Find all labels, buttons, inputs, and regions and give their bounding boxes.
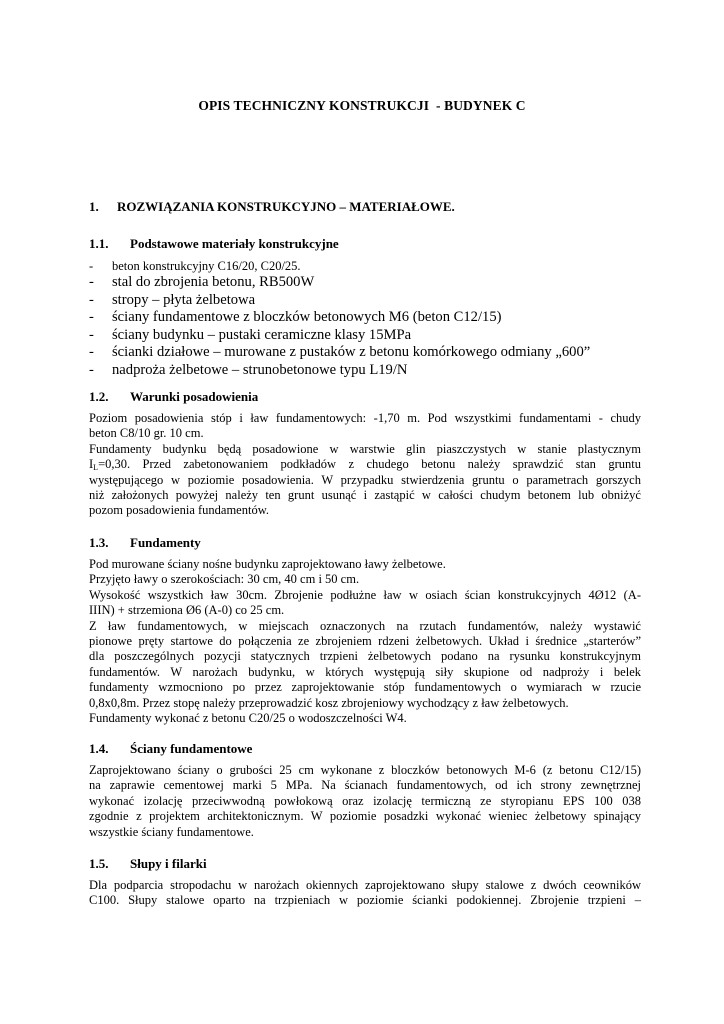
section-1-2-title: Warunki posadowienia bbox=[130, 389, 259, 404]
list-item: - ściany budynku – pustaki ceramiczne klasy 15MPa bbox=[89, 326, 412, 343]
text-line: Z ław fundamentowych, w miejscach oznaczonych na rzutach fundamentów, należy wystawić bbox=[89, 618, 641, 633]
list-item: - nadproża żelbetowe – strunobetonowe typu L19/N bbox=[89, 361, 408, 378]
text-line: Fundamenty wykonać z betonu C20/25 o wodoszczelności W4. bbox=[89, 711, 407, 726]
list-item: - stal do zbrojenia betonu, RB500W bbox=[89, 274, 315, 290]
text-line: Fundamenty budynku będą posadowione w warstwie glin piaszczystych w stanie plastycznym bbox=[89, 441, 641, 456]
section-1-3-paragraph bbox=[89, 557, 641, 726]
text-line: pionowe pręty startowe do połączenia ze zbrojeniem rdzeni żelbetowych. Układ i średnice „starterów” bbox=[89, 634, 641, 649]
text-line: niż założonych powyżej należy ten grunt usunąć i zastąpić w całości chudym betonem lub obniżyć bbox=[89, 488, 641, 503]
list-item: - ścianki działowe – murowane z pustaków z betonu komórkowego odmiany „600” bbox=[89, 344, 591, 361]
text-line: występującego w poziomie posadowienia. W przypadku stwierdzenia gruntu o parametrach gorszych bbox=[89, 472, 641, 487]
text-line: Pod murowane ściany nośne budynku zaprojektowano ławy żelbetowe. bbox=[89, 557, 446, 571]
section-1-1-title: Podstawowe materiały konstrukcyjne bbox=[130, 236, 339, 251]
text-line: fundamenty wzmocniono po przez zaprojektowanie stóp fundamentowych o wymiarach w rzucie bbox=[89, 680, 641, 695]
bullet-dash: - bbox=[89, 309, 94, 326]
bullet-dash: - bbox=[89, 361, 94, 378]
section-1-5-title: Słupy i filarki bbox=[130, 856, 207, 871]
section-1-4-title: Ściany fundamentowe bbox=[130, 741, 253, 756]
bullet-dash: - bbox=[89, 259, 94, 273]
text-line: Wysokość wszystkich ław 30cm. Zbrojenie podłużne ław w osiach ścian konstrukcyjnych 4Ø12 (A- bbox=[89, 587, 641, 602]
list-item: - beton konstrukcyjny C16/20, C20/25. bbox=[89, 259, 301, 273]
text-line: wszystkie ściany fundamentowe. bbox=[89, 824, 254, 839]
section-1-5-heading bbox=[89, 856, 207, 872]
section-1-3-title: Fundamenty bbox=[130, 535, 201, 550]
section-1-2-number: 1.2. bbox=[89, 389, 109, 404]
document-title: OPIS TECHNICZNY KONSTRUKCJI - BUDYNEK C bbox=[198, 98, 526, 113]
text-line: wykonać izolację przeciwwodną powłokową oraz izolację termiczną ze styropianu EPS 100 038 bbox=[89, 793, 641, 808]
section-1-5-number: 1.5. bbox=[89, 856, 109, 871]
list-item: - ściany fundamentowe z bloczków betonowych M6 (beton C12/15) bbox=[89, 309, 502, 326]
list-item: - stropy – płyta żelbetowa bbox=[89, 291, 256, 308]
bullet-dash: - bbox=[89, 274, 94, 290]
section-1-3-heading bbox=[89, 535, 201, 551]
text-line: beton C8/10 gr. 10 cm. bbox=[89, 426, 204, 441]
section-1-4-number: 1.4. bbox=[89, 741, 109, 756]
text-line: Poziom posadowienia stóp i ław fundamentowych: -1,70 m. Pod wszystkimi fundamentami - chudy bbox=[89, 411, 641, 425]
bullet-dash: - bbox=[89, 291, 94, 308]
text-line: zgodnie z projektem architektonicznym. W poziomie posadzki wykonać wieniec żelbetowy spinający bbox=[89, 809, 641, 824]
section-1-1-number: 1.1. bbox=[89, 236, 109, 251]
text-line: Przyjęto ławy o szerokościach: 30 cm, 40 cm i 50 cm. bbox=[89, 572, 360, 587]
section-1-heading bbox=[89, 199, 455, 215]
section-1-title: ROZWIĄZANIA KONSTRUKCYJNO – MATERIAŁOWE. bbox=[117, 199, 455, 214]
text-line: Zaprojektowano ściany o grubości 25 cm wykonane z bloczków betonowych M-6 (z betonu C12/15) bbox=[89, 763, 641, 777]
section-1-2-paragraph bbox=[89, 411, 641, 519]
text-line: IIIN) + strzemiona Ø6 (A-0) co 25 cm. bbox=[89, 603, 285, 618]
section-1-3-number: 1.3. bbox=[89, 535, 109, 550]
section-1-4-heading bbox=[89, 741, 252, 757]
text-line: na zaprawie cementowej marki 5 MPa. Na ścianach fundamentowych, od ich strony zewnętrznej bbox=[89, 778, 641, 793]
text-line: dla poszczególnych pozycji statycznych trzpieni żelbetowych podano na rysunku konstrukcyjnym bbox=[89, 649, 641, 664]
text-line: 0,8x0,8m. Przez stopę należy przeprowadzić kosz zbrojeniowy wychodzący z ław żelbetowych. bbox=[89, 695, 569, 710]
section-1-5-paragraph bbox=[89, 878, 641, 909]
text-line: C100. Słupy stalowe oparto na trzpieniach w poziomie ścianki podokiennej. Zbrojenie trzpieni – bbox=[89, 893, 641, 908]
text-line: pozom posadowienia fundamentów. bbox=[89, 503, 270, 518]
text-line: fundamentów. W narożach budynku, w których występują siły skupione od nadproży i belek bbox=[89, 664, 641, 679]
materials-list bbox=[89, 258, 590, 380]
text-line: $I_L=0,30$. Przed zabetonowaniem podkładów z chudego betonu należy sprawdzić stan gruntu bbox=[89, 457, 641, 473]
section-1-1-heading bbox=[89, 236, 339, 252]
text-line: Dla podparcia stropodachu w narożach okiennych zaprojektowano słupy stalowe z dwóch ceowników bbox=[89, 878, 641, 892]
section-1-4-paragraph bbox=[89, 763, 641, 840]
bullet-dash: - bbox=[89, 326, 94, 343]
bullet-dash: - bbox=[89, 344, 94, 361]
section-1-2-heading bbox=[89, 389, 258, 405]
section-1-number: 1. bbox=[89, 199, 99, 214]
